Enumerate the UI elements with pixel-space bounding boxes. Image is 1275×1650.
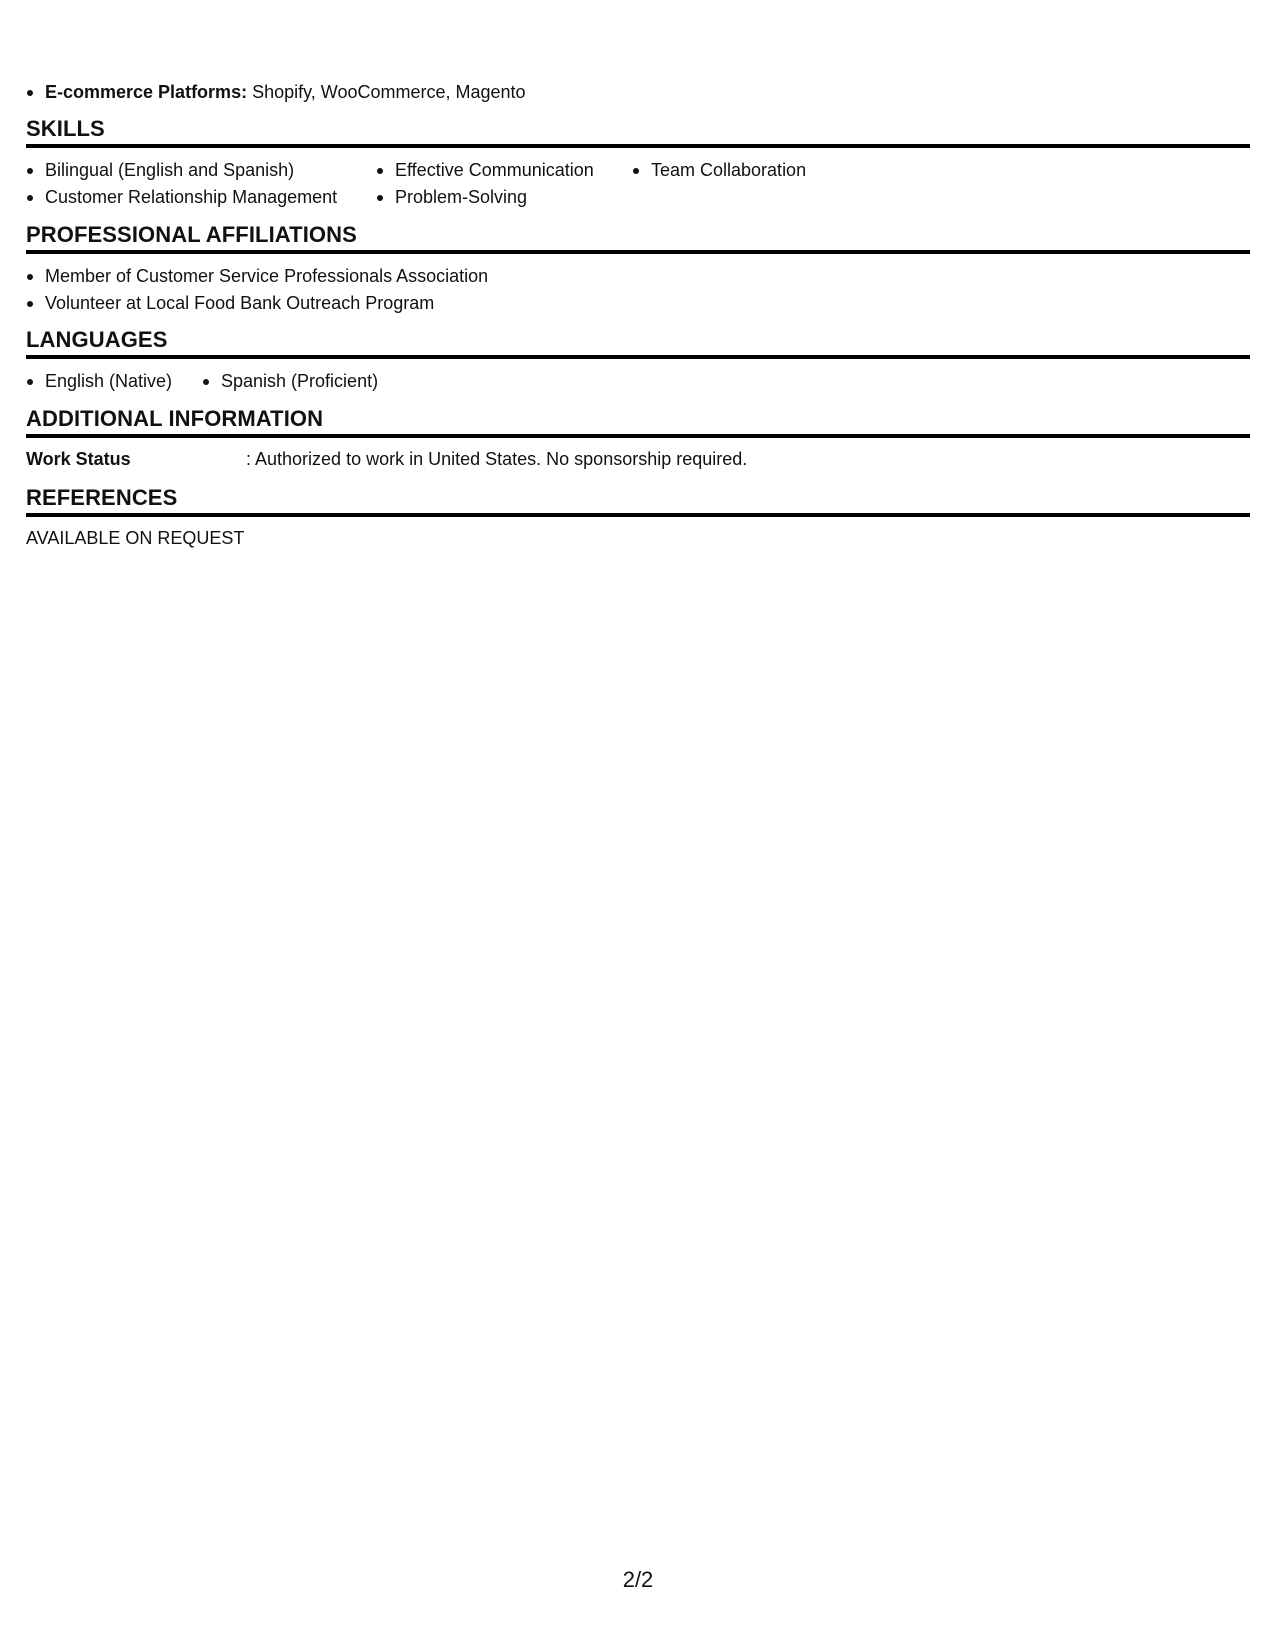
work-status-label: Work Status <box>26 449 131 469</box>
work-status-row <box>26 447 1250 471</box>
references-heading: REFERENCES <box>26 485 1250 517</box>
skills-columns <box>26 157 1250 211</box>
languages-columns <box>26 368 1250 395</box>
page-number: 2/2 <box>622 1567 654 1592</box>
ecommerce-platforms-list <box>26 79 526 106</box>
affiliations-list <box>26 263 1250 317</box>
languages-section <box>26 327 1250 395</box>
work-status-value: : Authorized to work in United States. No sponsorship required. <box>246 449 748 469</box>
languages-column-1 <box>26 368 202 395</box>
resume-page <box>26 0 1250 1650</box>
affiliations-section <box>26 222 1250 317</box>
skills-column-1 <box>26 157 376 211</box>
skills-heading: SKILLS <box>26 116 1250 148</box>
references-section <box>26 485 1250 550</box>
skill-item: Customer Relationship Management <box>26 184 376 211</box>
additional-information-section <box>26 406 1250 471</box>
additional-information-heading: ADDITIONAL INFORMATION <box>26 406 1250 438</box>
skills-section <box>26 116 1250 211</box>
skill-item: Bilingual (English and Spanish) <box>26 157 376 184</box>
skill-item: Team Collaboration <box>632 157 892 184</box>
languages-heading: LANGUAGES <box>26 327 1250 359</box>
affiliations-heading: PROFESSIONAL AFFILIATIONS <box>26 222 1250 254</box>
skill-item: Problem-Solving <box>376 184 632 211</box>
ecommerce-platforms-value: Shopify, WooCommerce, Magento <box>252 82 526 102</box>
languages-column-2 <box>202 368 462 395</box>
skills-column-3 <box>632 157 892 211</box>
ecommerce-platforms-item <box>26 79 526 106</box>
references-text: AVAILABLE ON REQUEST <box>26 528 245 548</box>
skill-item: Effective Communication <box>376 157 632 184</box>
affiliation-item: Volunteer at Local Food Bank Outreach Program <box>26 290 1250 317</box>
affiliation-item: Member of Customer Service Professionals Association <box>26 263 1250 290</box>
ecommerce-platforms-label: E-commerce Platforms: <box>45 82 248 102</box>
language-item: Spanish (Proficient) <box>202 368 462 395</box>
skills-column-2 <box>376 157 632 211</box>
language-item: English (Native) <box>26 368 202 395</box>
